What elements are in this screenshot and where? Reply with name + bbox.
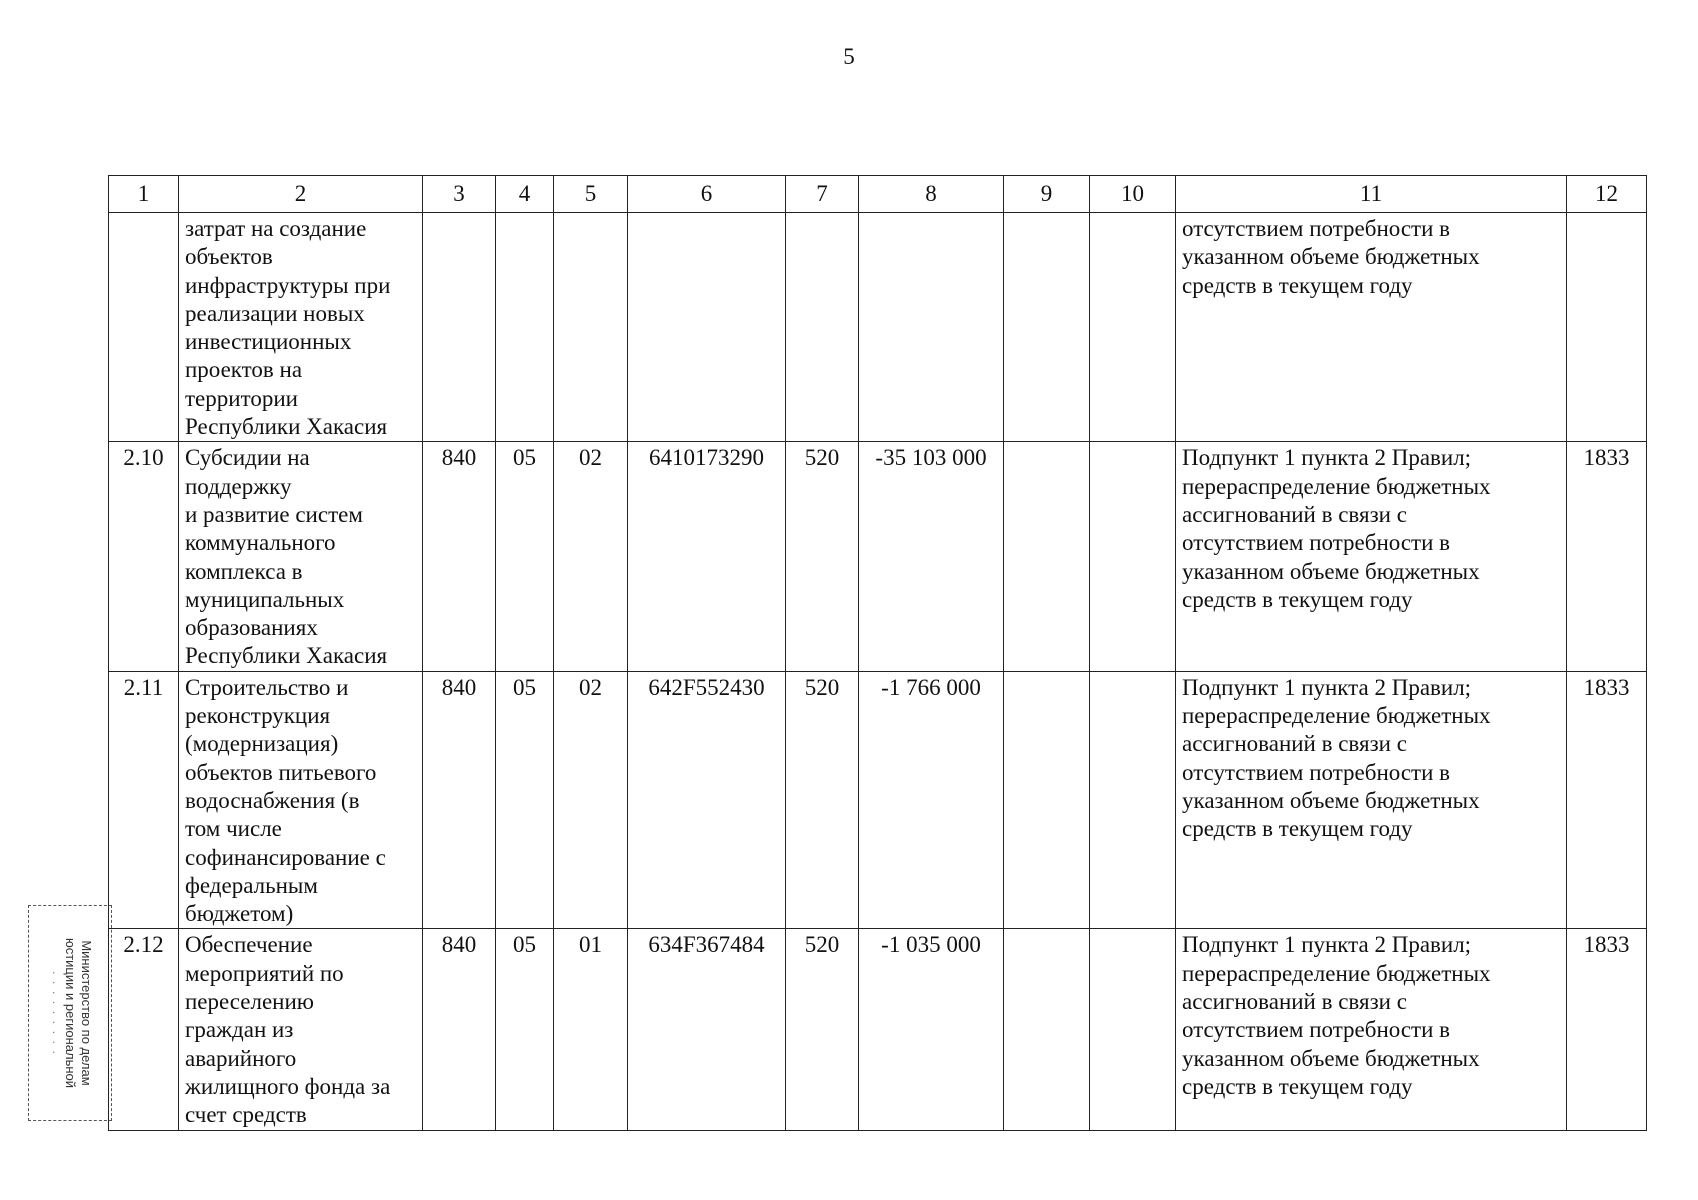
column-header-3: 3 [423,176,496,213]
expense-name-line: коммунального [185,530,336,556]
expense-name [179,213,423,442]
expense-name-line: муниципальных [185,586,345,612]
column-header-5: 5 [554,176,628,213]
note-line: отсутствием потребности в [1182,530,1451,556]
section-code: 05 [496,671,554,929]
column-header-8: 8 [859,176,1004,213]
expense-name-line: Республики Хакасия [185,414,388,440]
expense-name-line: территории [185,385,298,411]
administrator-code: 840 [423,929,496,1131]
table-header-row [109,176,1647,213]
stamp-line: юстиции и региональной [63,937,78,1089]
administrator-code: 840 [423,442,496,671]
amount: -1 766 000 [859,671,1004,929]
justification-note [1176,442,1567,671]
cell-col-10 [1090,442,1176,671]
note-line: отсутствием потребности в [1182,216,1451,241]
expense-name-line: переселению [185,989,314,1015]
expense-type-code: 520 [786,929,859,1131]
note-line: отсутствием потребности в [1182,1017,1451,1043]
expense-name-line: софинансирование с [185,844,386,870]
note-line: указанном объеме бюджетных [1182,787,1480,813]
note-line: указанном объеме бюджетных [1182,558,1480,584]
note-line: отсутствием потребности в [1182,759,1451,785]
event-code: 1833 [1567,929,1647,1131]
note-line: Подпункт 1 пункта 2 Правил; [1182,445,1472,471]
expense-name-line: и развитие систем [185,501,363,527]
stamp-line: Министерство по делам [79,940,94,1086]
cell-col-10 [1090,671,1176,929]
cell-col-3 [423,213,496,442]
column-header-9: 9 [1004,176,1090,213]
note-line: Подпункт 1 пункта 2 Правил; [1182,674,1472,700]
expense-name-line: реконструкция [185,703,331,729]
cell-col-9 [1004,213,1090,442]
expense-name-line: бюджетом) [185,901,294,927]
expense-name-line: объектов [185,244,273,270]
section-code: 05 [496,442,554,671]
cell-col-9 [1004,929,1090,1131]
target-article-code: 6410173290 [628,442,786,671]
expense-name-line: (модернизация) [185,731,339,757]
justification-note [1176,671,1567,929]
subsection-code: 02 [554,442,628,671]
note-line: средств в текущем году [1182,816,1413,842]
event-code: 1833 [1567,442,1647,671]
column-header-2: 2 [179,176,423,213]
expense-name-line: водоснабжения (в [185,787,360,813]
cell-col-7 [786,213,859,442]
column-header-12: 12 [1567,176,1647,213]
expense-name-line: граждан из [185,1017,294,1043]
expense-name-line: мероприятий по [185,960,344,986]
expense-name [179,671,423,929]
page-number: 5 [843,44,855,69]
justification-note [1176,929,1567,1131]
expense-name-line: Субсидии на [185,445,310,471]
column-header-11: 11 [1176,176,1567,213]
row-number: 2.10 [109,442,179,671]
note-line: средств в текущем году [1182,1073,1413,1099]
row-number: 2.11 [109,671,179,929]
expense-type-code: 520 [786,671,859,929]
column-header-7: 7 [786,176,859,213]
note-line: перераспределение бюджетных [1182,703,1491,729]
cell-col-8 [859,213,1004,442]
table-row [109,929,1647,1131]
expense-name-line: жилищного фонда за [185,1073,391,1099]
expense-name-line: образованиях [185,615,318,641]
note-line: указанном объеме бюджетных [1182,1045,1480,1071]
section-code: 05 [496,929,554,1131]
cell-col-9 [1004,671,1090,929]
column-header-6: 6 [628,176,786,213]
expense-name-line: проектов на [185,357,303,383]
note-line: средств в текущем году [1182,272,1413,298]
registration-stamp [28,905,112,1121]
stamp-line: · · · · · · · · · [47,970,62,1056]
note-line: перераспределение бюджетных [1182,473,1491,499]
column-header-10: 10 [1090,176,1176,213]
cell-col-5 [554,213,628,442]
expense-name-line: объектов питьевого [185,759,377,785]
note-line: средств в текущем году [1182,586,1413,612]
note-line: ассигнований в связи с [1182,989,1407,1015]
amount: -35 103 000 [859,442,1004,671]
expense-name [179,442,423,671]
note-line: указанном объеме бюджетных [1182,244,1480,270]
expense-name-line: затрат на создание [185,216,367,241]
expense-name-line: федеральным [185,872,318,898]
expense-name-line: том числе [185,816,282,842]
note-line: ассигнований в связи с [1182,731,1407,757]
cell-col-10 [1090,213,1176,442]
expense-name-line: Обеспечение [185,932,313,958]
expense-name-line: инвестиционных [185,329,352,355]
table-row [109,213,1647,442]
cell-col-9 [1004,442,1090,671]
administrator-code: 840 [423,671,496,929]
note-line: ассигнований в связи с [1182,501,1407,527]
table-row [109,442,1647,671]
row-number: 2.12 [109,929,179,1131]
subsection-code: 02 [554,671,628,929]
expense-name-line: аварийного [185,1045,297,1071]
stamp-text [46,938,94,1088]
expense-name-line: поддержку [185,473,292,499]
expense-name-line: инфраструктуры при [185,272,391,298]
target-article-code: 642F552430 [628,671,786,929]
subsection-code: 01 [554,929,628,1131]
table-row [109,671,1647,929]
target-article-code: 634F367484 [628,929,786,1131]
amount: -1 035 000 [859,929,1004,1131]
event-code: 1833 [1567,671,1647,929]
justification-note [1176,213,1567,442]
expense-name-line: Строительство и [185,674,349,700]
budget-reallocation-table [108,175,1647,1131]
cell-col-4 [496,213,554,442]
cell-col-10 [1090,929,1176,1131]
column-header-4: 4 [496,176,554,213]
expense-type-code: 520 [786,442,859,671]
expense-name [179,929,423,1131]
expense-name-line: счет средств [185,1102,307,1128]
expense-name-line: комплекса в [185,558,303,584]
expense-name-line: реализации новых [185,300,365,326]
note-line: Подпункт 1 пункта 2 Правил; [1182,932,1472,958]
row-number [109,213,179,442]
cell-col-12 [1567,213,1647,442]
column-header-1: 1 [109,176,179,213]
cell-col-6 [628,213,786,442]
expense-name-line: Республики Хакасия [185,643,388,669]
note-line: перераспределение бюджетных [1182,960,1491,986]
